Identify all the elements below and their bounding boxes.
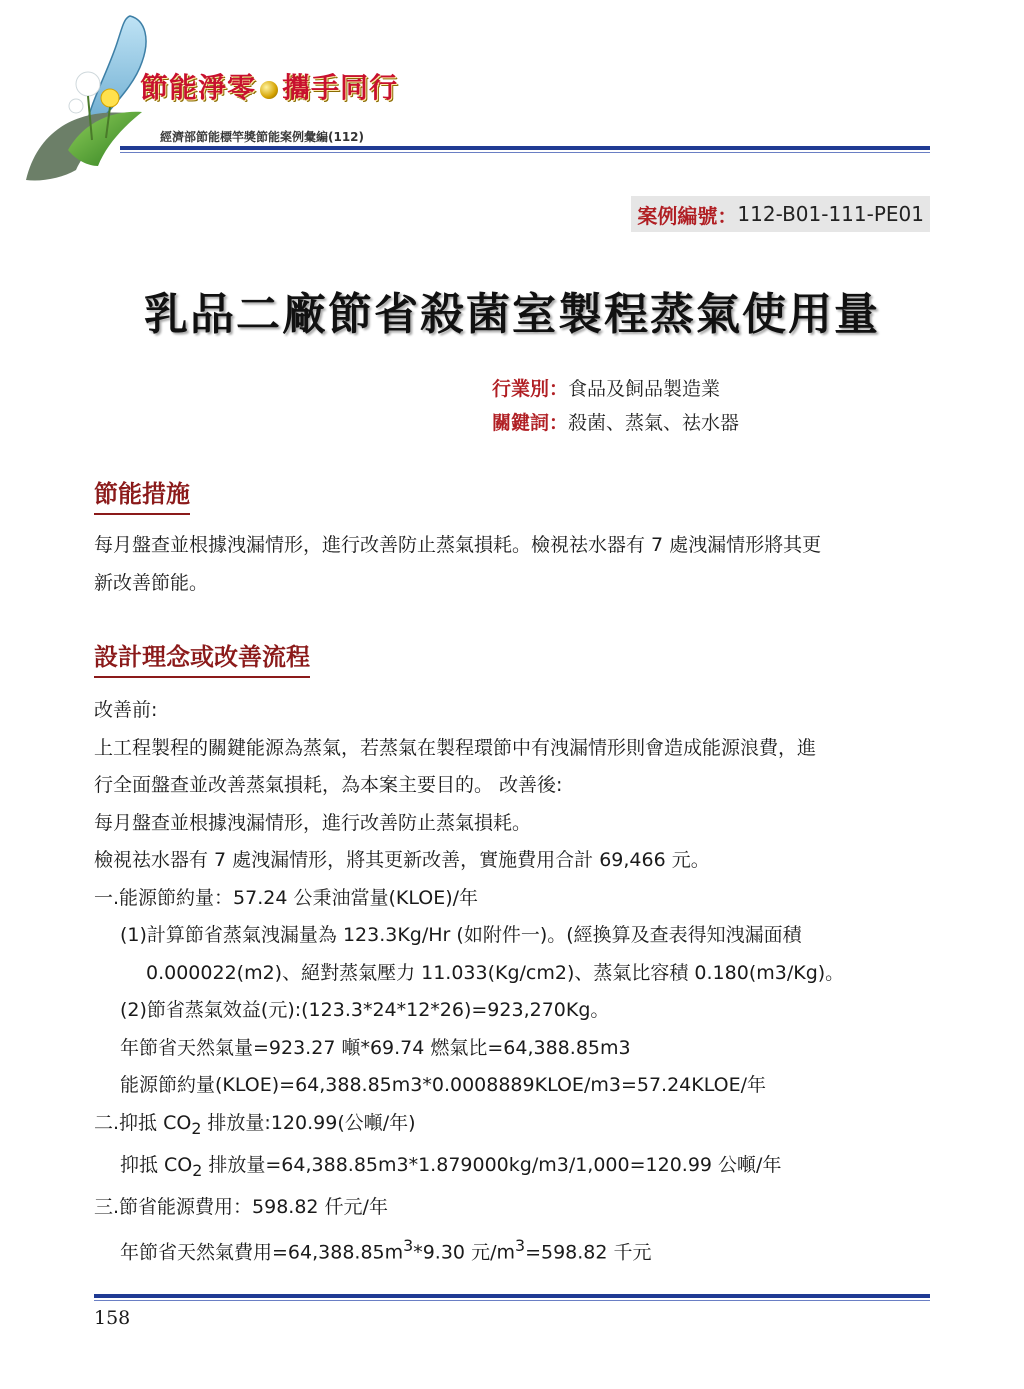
- section-body-measures: [94, 527, 934, 602]
- industry-label: 行業別：: [492, 378, 569, 400]
- case-number-box: [631, 196, 930, 232]
- paragraph-line: 上工程製程的關鍵能源為蒸氣，若蒸氣在製程環節中有洩漏情形則會造成能源浪費，進: [94, 736, 817, 759]
- cost-calc-text-tail: =598.82 千元: [525, 1240, 652, 1263]
- keywords-value: 殺菌、蒸氣、祛水器: [568, 412, 740, 434]
- paragraph-line: 檢視祛水器有 7 處洩漏情形，將其更新改善，實施費用合計 69,466 元。: [94, 849, 710, 871]
- paragraph-line: 每月盤查並根據洩漏情形，進行改善防止蒸氣損耗。檢視祛水器有 7 處洩漏情形將其更: [94, 534, 822, 556]
- section-body-design: [94, 692, 934, 1271]
- keywords-row: [492, 406, 739, 440]
- slogan-right: 攜手同行: [282, 71, 399, 104]
- before-label: 改善前:: [94, 699, 158, 721]
- industry-value: 食品及飼品製造業: [568, 378, 721, 400]
- calc-line: (2)節省蒸氣效益(元):(123.3*24*12*26)=923,270Kg。: [120, 999, 610, 1021]
- case-number-value: 112-B01-111-PE01: [737, 202, 924, 226]
- case-meta: [492, 372, 739, 440]
- calc-line: [94, 1147, 934, 1189]
- industry-row: [492, 372, 739, 406]
- sun-dot-icon: [260, 81, 278, 99]
- cost-calc-text-mid: *9.30 元/m: [413, 1240, 515, 1263]
- calc-line: [94, 1227, 934, 1272]
- calc-line: 能源節約量(KLOE)=64,388.85m3*0.0008889KLOE/m3=57.24KLOE/年: [120, 1074, 766, 1096]
- energy-saving-heading: 一.能源節約量：57.24 公秉油當量(KLOE)/年: [94, 886, 479, 909]
- paragraph-line: 行全面盤查並改善蒸氣損耗，為本案主要目的。 改善後:: [94, 774, 563, 796]
- calc-line: (1)計算節省蒸氣洩漏量為 123.3Kg/Hr (如附件一)。(經換算及查表得知洩漏面積: [120, 924, 802, 946]
- footer-divider: [94, 1294, 930, 1298]
- calc-line: 0.000022(m2)、絕對蒸氣壓力 11.033(Kg/cm2)、蒸氣比容積 0.180(m3/Kg)。: [146, 961, 845, 984]
- header-divider: [120, 146, 930, 150]
- keywords-label: 關鍵詞：: [492, 412, 569, 434]
- co2-subscript: 2: [191, 1118, 202, 1138]
- page-title: 乳品二廠節省殺菌室製程蒸氣使用量: [144, 289, 880, 340]
- co2-calc-text-tail: 排放量=64,388.85m3*1.879000kg/m3/1,000=120.99 公噸/年: [202, 1153, 782, 1176]
- brand-slogan: [140, 66, 398, 106]
- co2-subscript: 2: [192, 1160, 203, 1180]
- slogan-left: 節能淨零: [140, 71, 257, 104]
- cost-calc-text: 年節省天然氣費用=64,388.85m: [120, 1240, 404, 1263]
- page-header: [0, 0, 1024, 190]
- section-heading-design: 設計理念或改善流程: [94, 637, 310, 678]
- cost-saving-heading: 三.節省能源費用：598.82 仟元/年: [94, 1196, 388, 1219]
- co2-calc-text: 抑抵 CO: [120, 1153, 193, 1176]
- co2-heading-text: 二.抑抵 CO: [94, 1111, 192, 1134]
- co2-reduction-heading: [94, 1105, 934, 1147]
- page-number: 158: [94, 1307, 131, 1329]
- section-heading-measures: 節能措施: [94, 474, 190, 515]
- footer-divider-thin: [94, 1300, 930, 1301]
- calc-line: 年節省天然氣量=923.27 噸*69.74 燃氣比=64,388.85m3: [120, 1036, 631, 1059]
- superscript: 3: [403, 1235, 414, 1255]
- superscript: 3: [514, 1235, 526, 1255]
- co2-heading-text-tail: 排放量:120.99(公噸/年): [201, 1111, 416, 1134]
- paragraph-line: 每月盤查並根據洩漏情形，進行改善防止蒸氣損耗。: [94, 811, 532, 834]
- paragraph-line: 新改善節能。: [94, 571, 209, 594]
- header-divider-thin: [120, 152, 930, 153]
- case-number-label: 案例編號：: [637, 203, 738, 228]
- publication-subtitle: 經濟部節能標竿獎節能案例彙編(112): [160, 130, 365, 144]
